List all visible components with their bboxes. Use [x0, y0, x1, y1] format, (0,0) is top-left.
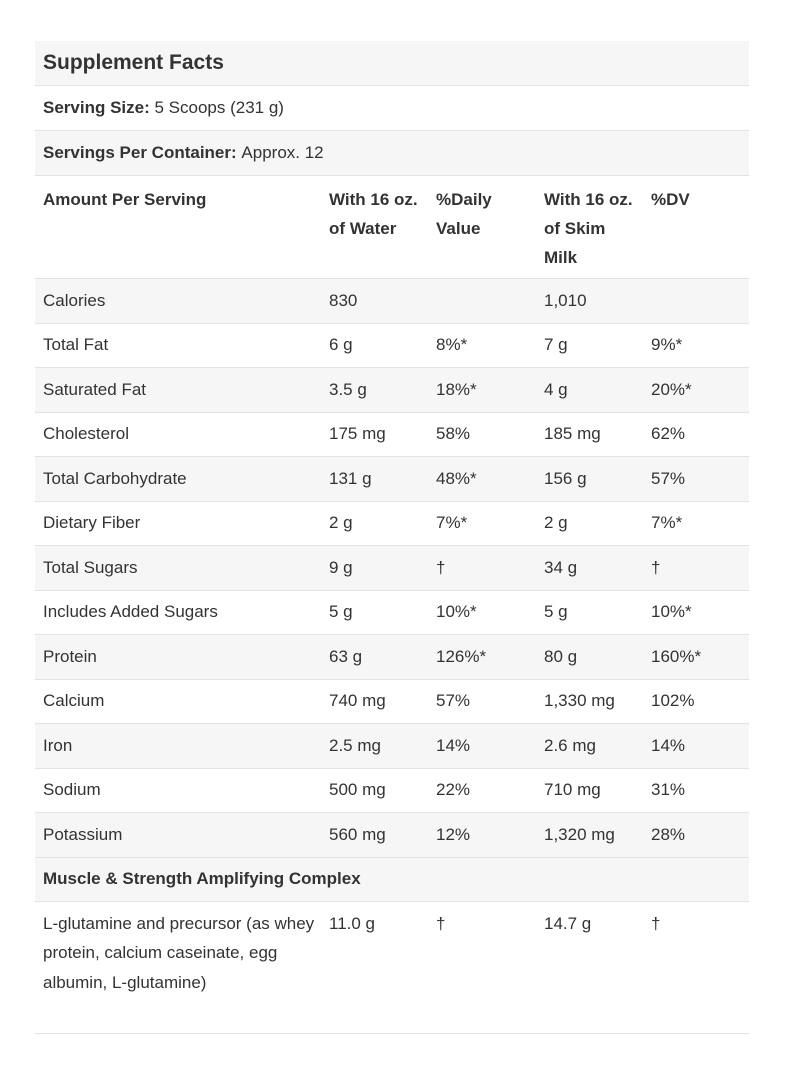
cell-dv2: 57% — [651, 468, 686, 488]
cell-dv1: 12% — [436, 824, 471, 844]
complex-dv2-value: † — [651, 913, 661, 933]
cell-dv1: 126%* — [436, 646, 487, 666]
cell-water: 175 mg — [329, 424, 386, 444]
cell-dv2: 102% — [651, 691, 695, 711]
table-row — [35, 680, 749, 725]
table-row — [35, 413, 749, 458]
cell-name: Calcium — [43, 691, 105, 711]
cell-name: Total Fat — [43, 335, 109, 355]
complex-title-row — [35, 858, 749, 902]
table-row — [35, 724, 749, 769]
cell-dv1: 48%* — [436, 468, 477, 488]
cell-dv2: 62% — [651, 424, 686, 444]
title-row — [35, 41, 749, 86]
cell-water: 560 mg — [329, 824, 386, 844]
cell-dv1: 7%* — [436, 513, 468, 533]
nutrient-rows — [35, 279, 749, 858]
cell-milk: 2.6 mg — [544, 735, 596, 755]
cell-water: 2 g — [329, 513, 353, 533]
serving-size-label: Serving Size: — [43, 98, 150, 117]
cell-water: 2.5 mg — [329, 735, 381, 755]
column-header-row — [35, 176, 749, 279]
header-dv2: %DV — [651, 190, 690, 209]
servings-per-container-label: Servings Per Container: — [43, 143, 237, 162]
cell-dv1: 8%* — [436, 335, 468, 355]
servings-per-container-row — [35, 131, 749, 176]
serving-size-value: 5 Scoops (231 g) — [154, 98, 284, 117]
header-water: With 16 oz. of Water — [329, 190, 418, 238]
cell-name: Protein — [43, 646, 97, 666]
cell-dv1: 57% — [436, 691, 471, 711]
supplement-facts-table — [35, 41, 749, 1034]
cell-milk: 80 g — [544, 646, 578, 666]
cell-water: 830 — [329, 290, 358, 310]
cell-name: Iron — [43, 735, 73, 755]
header-dv1: %Daily Value — [436, 190, 492, 238]
cell-dv1: 10%* — [436, 602, 477, 622]
cell-dv1: 22% — [436, 780, 471, 800]
cell-name: Includes Added Sugars — [43, 602, 218, 622]
cell-milk: 4 g — [544, 379, 568, 399]
table-row — [35, 502, 749, 547]
cell-water: 6 g — [329, 335, 353, 355]
cell-milk: 7 g — [544, 335, 568, 355]
header-milk: With 16 oz. of Skim Milk — [544, 190, 633, 267]
cell-dv2: 31% — [651, 780, 686, 800]
cell-milk: 156 g — [544, 468, 587, 488]
cell-dv1: † — [436, 557, 446, 577]
cell-water: 9 g — [329, 557, 353, 577]
cell-water: 131 g — [329, 468, 372, 488]
cell-milk: 1,330 mg — [544, 691, 615, 711]
complex-milk-value: 14.7 g — [544, 913, 592, 933]
cell-dv2: 10%* — [651, 602, 692, 622]
cell-water: 63 g — [329, 646, 363, 666]
table-row — [35, 368, 749, 413]
cell-name: Sodium — [43, 780, 101, 800]
cell-dv2: 20%* — [651, 379, 692, 399]
cell-dv2: 7%* — [651, 513, 683, 533]
complex-ingredient-row — [35, 902, 749, 1034]
cell-water: 3.5 g — [329, 379, 367, 399]
table-row — [35, 591, 749, 636]
servings-per-container-value: Approx. 12 — [241, 143, 324, 162]
cell-water: 5 g — [329, 602, 353, 622]
cell-dv2: 14% — [651, 735, 686, 755]
table-row — [35, 279, 749, 324]
cell-milk: 2 g — [544, 513, 568, 533]
cell-name: Dietary Fiber — [43, 513, 141, 533]
cell-milk: 34 g — [544, 557, 578, 577]
cell-name: Total Sugars — [43, 557, 138, 577]
cell-name: Saturated Fat — [43, 379, 147, 399]
cell-dv2: † — [651, 557, 661, 577]
cell-name: Potassium — [43, 824, 123, 844]
facts-title: Supplement Facts — [43, 51, 224, 74]
cell-dv1: 18%* — [436, 379, 477, 399]
cell-name: Cholesterol — [43, 424, 129, 444]
table-row — [35, 813, 749, 858]
cell-water: 740 mg — [329, 691, 386, 711]
cell-dv2: 9%* — [651, 335, 683, 355]
table-row — [35, 324, 749, 369]
cell-name: Calories — [43, 290, 106, 310]
table-row — [35, 635, 749, 680]
cell-dv2: 28% — [651, 824, 686, 844]
cell-dv2: 160%* — [651, 646, 702, 666]
cell-milk: 710 mg — [544, 780, 601, 800]
table-row — [35, 457, 749, 502]
table-row — [35, 769, 749, 814]
cell-dv1: 58% — [436, 424, 471, 444]
cell-milk: 185 mg — [544, 424, 601, 444]
cell-water: 500 mg — [329, 780, 386, 800]
cell-milk: 1,320 mg — [544, 824, 615, 844]
cell-name: Total Carbohydrate — [43, 468, 187, 488]
complex-dv1-value: † — [436, 913, 446, 933]
complex-water-value: 11.0 g — [329, 913, 376, 933]
header-amount: Amount Per Serving — [43, 190, 207, 209]
serving-size-row — [35, 86, 749, 131]
cell-dv1: 14% — [436, 735, 471, 755]
complex-ingredient-name: L-glutamine and precursor (as whey protein, calcium caseinate, egg albumin, L-glutamine) — [43, 913, 315, 992]
cell-milk: 1,010 — [544, 290, 587, 310]
cell-milk: 5 g — [544, 602, 568, 622]
complex-title: Muscle & Strength Amplifying Complex — [43, 869, 361, 888]
table-row — [35, 546, 749, 591]
